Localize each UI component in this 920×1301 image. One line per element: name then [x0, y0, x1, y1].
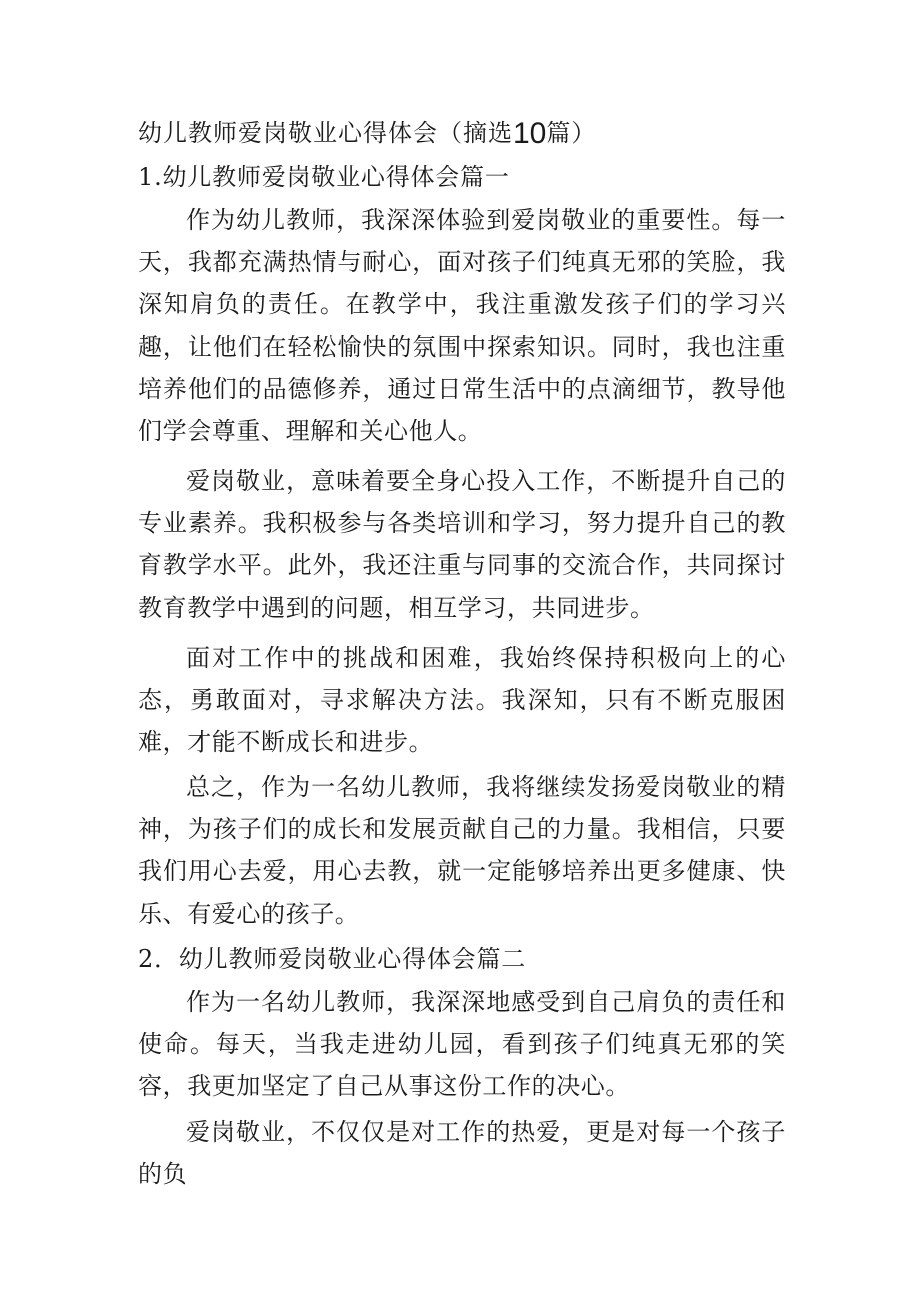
section-1-paragraph-1: 作为幼儿教师，我深深体验到爱岗敬业的重要性。每一天，我都充满热情与耐心，面对孩子们纯真无邪的笑脸，我深知肩负的责任。在教学中，我注重激发孩子们的学习兴趣，让他们在轻松愉快的氛围中探索知识。同时，我也注重培养他们的品德修养，通过日常生活中的点滴细节，教导他们学会尊重、理解和关心他人。: [138, 206, 786, 446]
section-2-paragraph-1: 作为一名幼儿教师，我深深地感受到自己肩负的责任和使命。每天，当我走进幼儿园，看到孩子们纯真无邪的笑容，我更加坚定了自己从事这份工作的决心。: [138, 988, 786, 1101]
section-heading-2: 2．幼儿教师爱岗敬业心得体会篇二: [138, 945, 527, 973]
section-1-paragraph-4: 总之，作为一名幼儿教师，我将继续发扬爱岗敬业的精神，为孩子们的成长和发展贡献自己的力量。我相信，只要我们用心去爱，用心去教，就一定能够培养出更多健康、快乐、有爱心的孩子。: [138, 773, 786, 928]
title-number: 10: [513, 117, 547, 150]
document-title: [138, 118, 596, 149]
section-1-paragraph-2: 爱岗敬业，意味着要全身心投入工作，不断提升自己的专业素养。我积极参与各类培训和学习，努力提升自己的教育教学水平。此外，我还注重与同事的交流合作，共同探讨教育教学中遇到的问题，相互学习，共同进步。: [138, 467, 786, 622]
section-heading-1: 1.幼儿教师爱岗敬业心得体会篇一: [138, 163, 510, 191]
title-suffix: 篇）: [546, 119, 597, 147]
section-2-paragraph-2: 爱岗敬业，不仅仅是对工作的热爱，更是对每一个孩子的负: [138, 1118, 786, 1189]
section-1-paragraph-3: 面对工作中的挑战和困难，我始终保持积极向上的心态，勇敢面对，寻求解决方法。我深知，只有不断克服困难，才能不断成长和进步。: [138, 644, 786, 757]
title-prefix: 幼儿教师爱岗敬业心得体会（摘选: [138, 119, 513, 147]
